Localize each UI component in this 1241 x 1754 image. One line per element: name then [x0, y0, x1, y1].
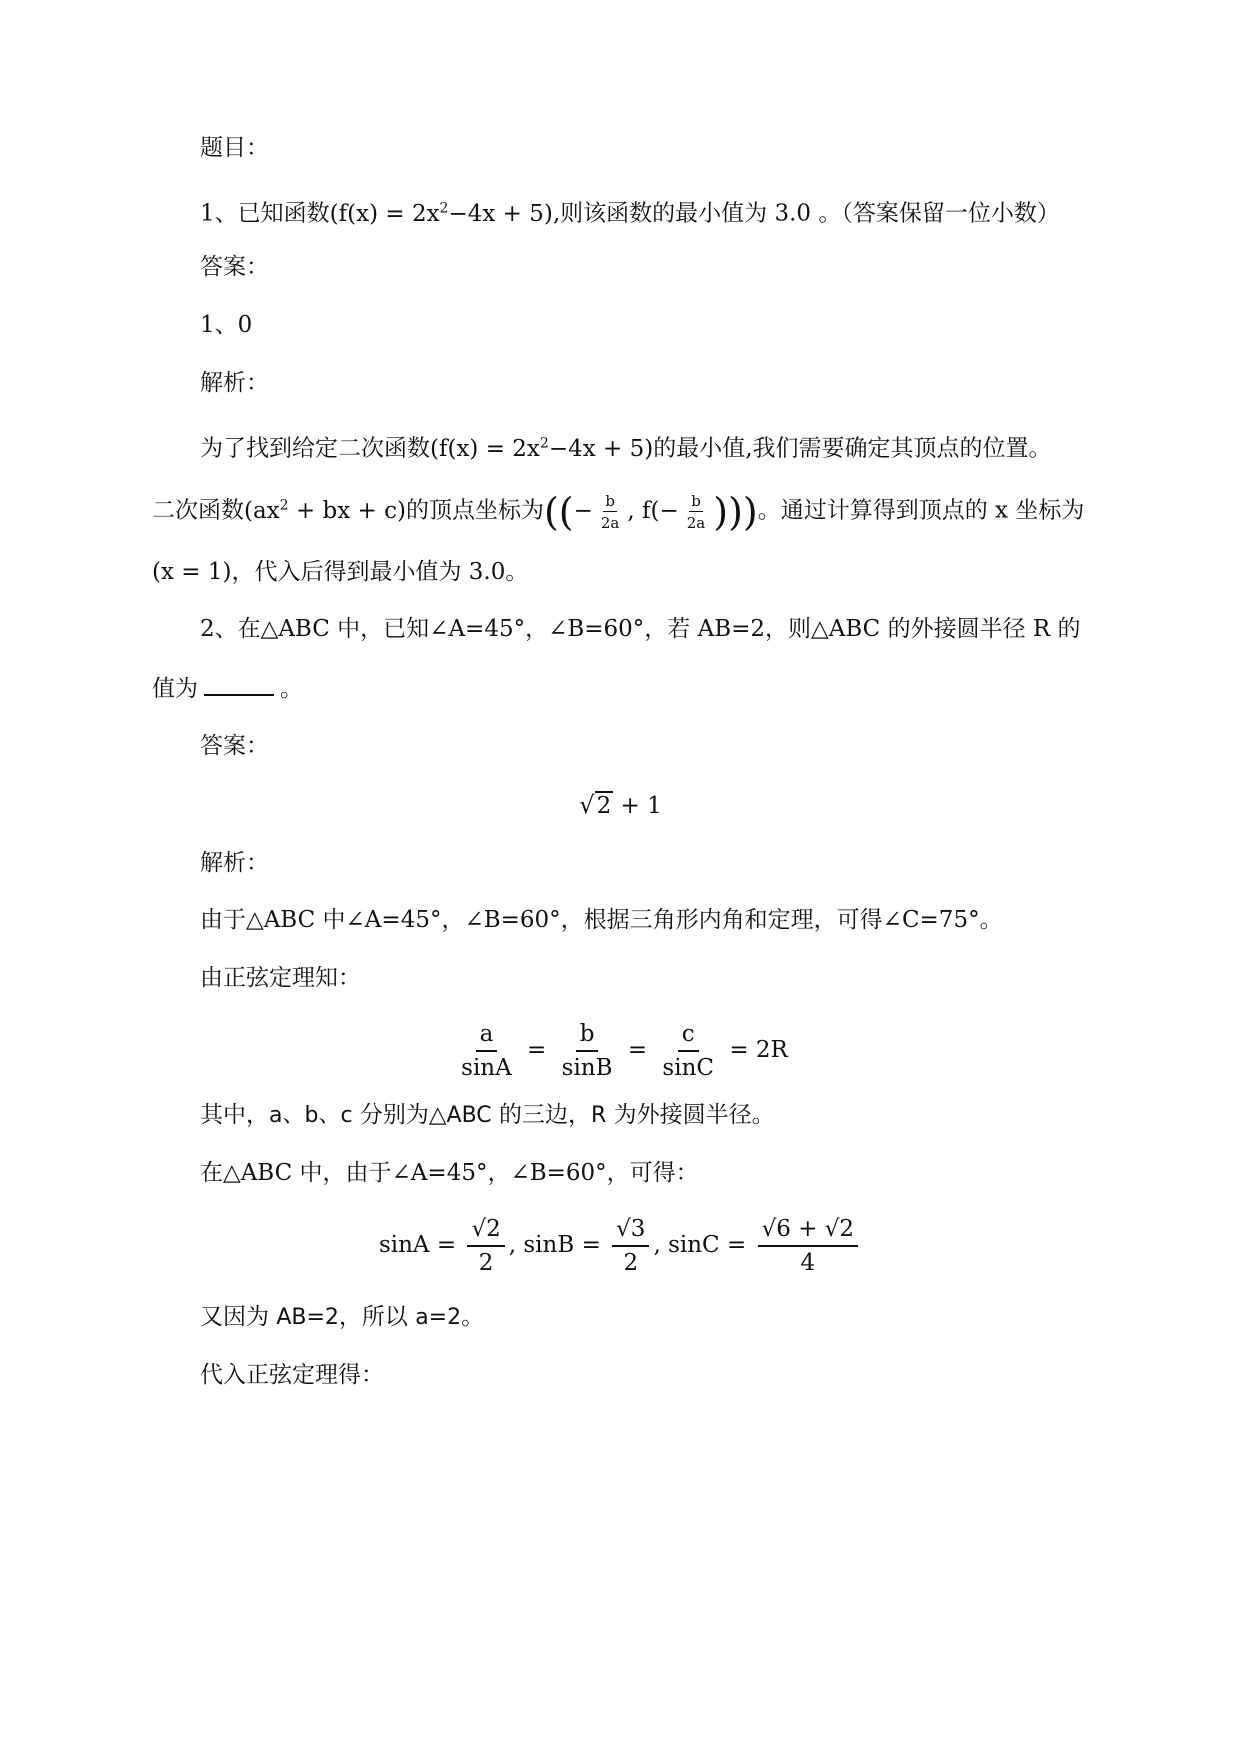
vertex-formula: ((− $\frac{b}{2a}$ , f(− $\frac{b}{2a}$ ))) [543, 489, 758, 534]
q1-prefix: 1、已知函数 [200, 200, 330, 227]
answer-label-1: 答案： [200, 254, 269, 280]
question-2-line-2: 值为 。 [152, 672, 1102, 704]
answer-blank [204, 672, 274, 696]
question-1 [200, 193, 1100, 229]
analysis-label-1: 解析： [200, 370, 269, 396]
analysis-2-line-5: 又因为 AB=2，所以 a=2。 [200, 1304, 485, 1330]
q1-suffix: ,则该函数的最小值为 3.0 。（答案保留一位小数） [552, 200, 1060, 227]
sine-values-formula: sinA = $\frac{√2}{2}$ , sinB = $\frac{√3}{2}$ , sinC = $\frac{√6 + √2}{4}$ [0, 1215, 1241, 1275]
answer-2: √2 + 1 [579, 791, 662, 819]
sine-law-formula: $\frac{a}{\sin A}$ = $\frac{b}{\sin B}$ = $\frac{c}{\sin C}$ = 2R [461, 1021, 788, 1081]
analysis-2-line-3: 其中，a、b、c 分别为△ABC 的三边，R 为外接圆半径。 [200, 1102, 775, 1128]
answer-label-2: 答案： [200, 733, 269, 759]
analysis-1-line-3: (x = 1)，代入后得到最小值为 3.0。 [152, 559, 529, 585]
analysis-1-line-2: 二次函数($ax^2$ + bx + c)的顶点坐标为((− $\frac{b}{2a}$ , f(− $\frac{b}{2a}$ )))。通过计算得到顶点的 x 坐标为 [152, 489, 1085, 534]
analysis-label-2: 解析： [200, 850, 269, 876]
analysis-2-line-1: 由于△ABC 中∠A=45°，∠B=60°，根据三角形内角和定理，可得∠C=75°。 [200, 907, 1003, 933]
header-label: 题目： [200, 135, 269, 161]
analysis-2-line-2: 由正弦定理知： [200, 965, 361, 991]
analysis-2-line-6: 代入正弦定理得： [200, 1362, 384, 1388]
analysis-1-line-1: 为了找到给定二次函数$(f(x) = 2x^2-4x + 5)$的最小值,我们需要确定其顶点的位置。 [200, 435, 1052, 462]
question-2-line-1: 2、在△ABC 中，已知∠A=45°，∠B=60°，若 AB=2，则△ABC 的外接圆半径 R 的 [200, 616, 1081, 642]
q1-formula: $(f(x) = 2x^2-4x + 5)$ [329, 200, 553, 227]
analysis-2-line-4: 在△ABC 中，由于∠A=45°，∠B=60°，可得： [200, 1160, 699, 1186]
answer-1: 1、0 [200, 312, 253, 338]
